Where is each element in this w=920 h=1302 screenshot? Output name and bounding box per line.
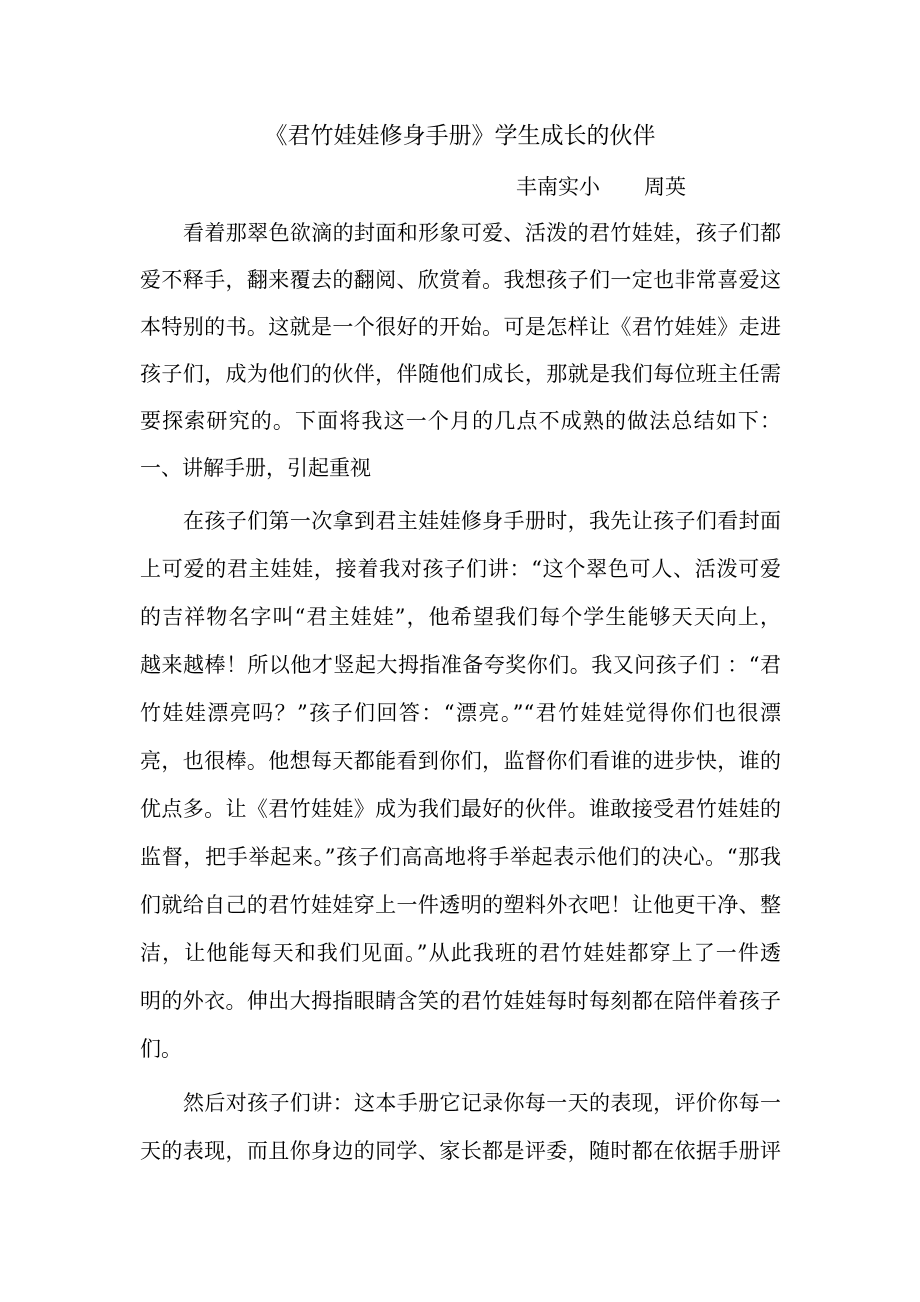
paragraph-line: 优点多。让《君竹娃娃》成为我们最好的伙伴。谁敢接受君竹娃娃的 [140,797,781,821]
paragraph-line: 孩子们，成为他们的伙伴，伴随他们成长，那就是我们每位班主任需 [140,362,781,386]
paragraph-line: 天的表现，而且你身边的同学、家长都是评委，随时都在依据手册评 [140,1139,781,1163]
paragraph-line: 竹娃娃漂亮吗？”孩子们回答：“漂亮。”“君竹娃娃觉得你们也很漂 [140,701,781,725]
paragraph-line: 看着那翠色欲滴的封面和形象可爱、活泼的君竹娃娃，孩子们都 [183,221,781,245]
paragraph-line: 明的外衣。伸出大拇指眼睛含笑的君竹娃娃每时每刻都在陪伴着孩子 [140,989,781,1013]
paragraph-line: 在孩子们第一次拿到君主娃娃修身手册时，我先让孩子们看封面 [183,509,781,533]
paragraph-line: 们。 [140,1037,182,1061]
author-byline [516,172,686,202]
paragraph-line: 监督，把手举起来。”孩子们高高地将手举起表示他们的决心。“那我 [140,845,781,869]
paragraph-line: 的吉祥物名字叫“君主娃娃”，他希望我们每个学生能够天天向上， [140,605,781,629]
author-school: 丰南实小 [516,175,600,199]
paragraph-line: 要探索研究的。下面将我这一个月的几点不成熟的做法总结如下： [140,409,781,433]
document-title: 《君竹娃娃修身手册》学生成长的伙伴 [264,123,656,149]
paragraph-line: 然后对孩子们讲：这本手册它记录你每一天的表现，评价你每一 [183,1091,781,1115]
section-heading: 一、讲解手册，引起重视 [140,456,371,480]
paragraph-line: 亮，也很棒。他想每天都能看到你们，监督你们看谁的进步快，谁的 [140,749,781,773]
author-name: 周英 [644,175,686,199]
paragraph-line: 越来越棒！所以他才竖起大拇指准备夸奖你们。我又问孩子们 ：“君 [140,653,781,677]
paragraph-line: 们就给自己的君竹娃娃穿上一件透明的塑料外衣吧！让他更干净、整 [140,893,781,917]
paragraph-line: 上可爱的君主娃娃，接着我对孩子们讲：“这个翠色可人、活泼可爱 [140,557,781,581]
paragraph-line: 洁，让他能每天和我们见面。”从此我班的君竹娃娃都穿上了一件透 [140,941,781,965]
paragraph-line: 本特别的书。这就是一个很好的开始。可是怎样让《君竹娃娃》走进 [140,315,781,339]
paragraph-line: 爱不释手，翻来覆去的翻阅、欣赏着。我想孩子们一定也非常喜爱这 [140,268,781,292]
